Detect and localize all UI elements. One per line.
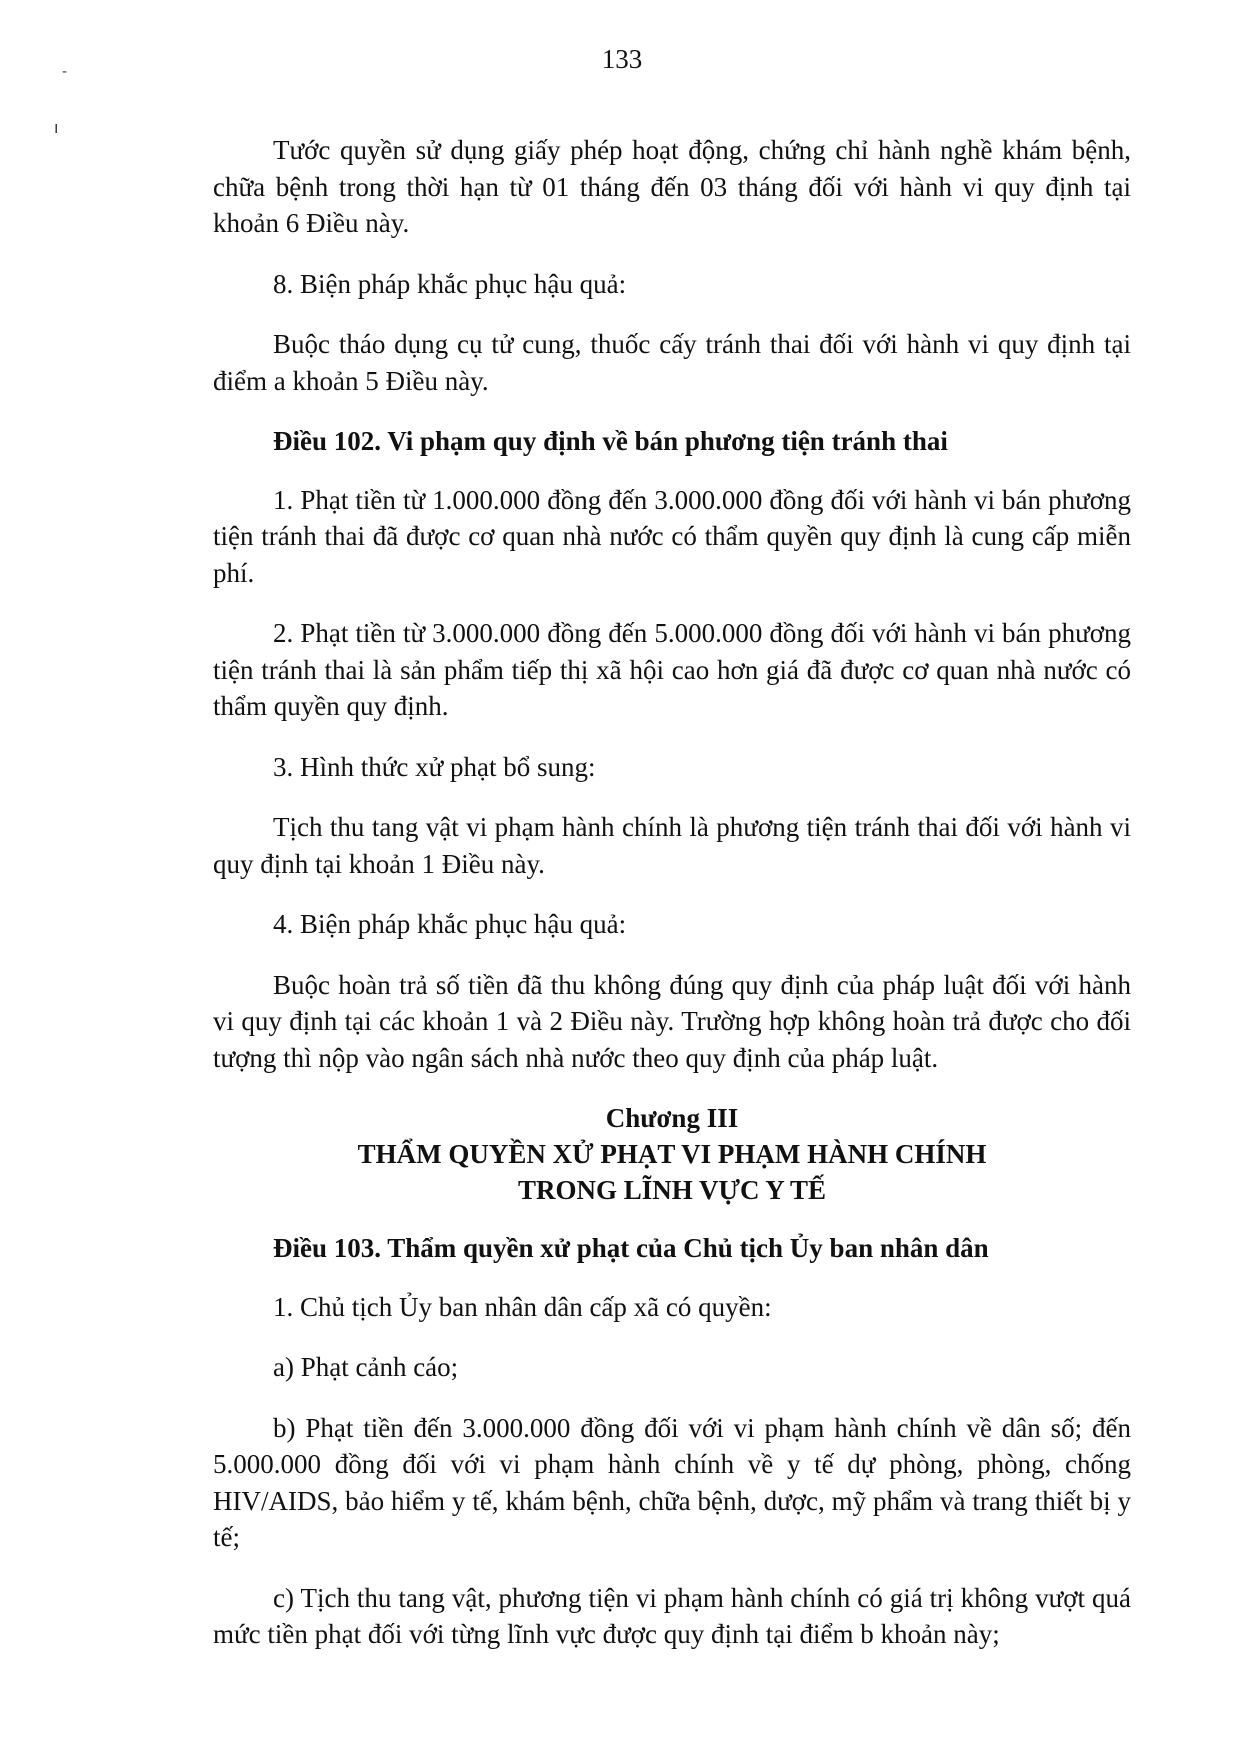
paragraph: b) Phạt tiền đến 3.000.000 đồng đối với vi phạm hành chính về dân số; đến 5.000.000 đồng đối với vi phạm hành chính về y tế dự phòng, phòng, chống HIV/AIDS, bảo hiểm y tế, khám bệnh, chữa bệnh, dược, mỹ phẩm và trang thiết bị y tế; — [213, 1412, 1131, 1552]
page-number: 133 — [601, 44, 643, 74]
chapter-title: THẨM QUYỀN XỬ PHẠT VI PHẠM HÀNH CHÍNH — [357, 1139, 987, 1169]
paragraph: 3. Hình thức xử phạt bổ sung: — [273, 751, 596, 782]
paragraph: Tịch thu tang vật vi phạm hành chính là phương tiện tránh thai đối với hành vi quy định tại khoản 1 Điều này. — [213, 812, 1131, 879]
chapter-subtitle: TRONG LĨNH VỰC Y TẾ — [517, 1175, 827, 1205]
paragraph: 2. Phạt tiền từ 3.000.000 đồng đến 5.000.000 đồng đối với hành vi bán phương tiện tránh thai là sản phẩm tiếp thị xã hội cao hơn giá đã được cơ quan nhà nước có thẩm quyền quy định. — [213, 618, 1131, 721]
paragraph: 1. Chủ tịch Ủy ban nhân dân cấp xã có quyền: — [273, 1291, 772, 1322]
paragraph: a) Phạt cảnh cáo; — [273, 1352, 459, 1382]
scan-mark: - — [62, 64, 68, 80]
paragraph: 8. Biện pháp khắc phục hậu quả: — [273, 268, 627, 299]
chapter-number: Chương III — [605, 1103, 739, 1133]
paragraph: 4. Biện pháp khắc phục hậu quả: — [273, 909, 627, 939]
paragraph: c) Tịch thu tang vật, phương tiện vi phạm hành chính có giá trị không vượt quá mức tiền phạt đối với từng lĩnh vực được quy định tại điểm b khoản này; — [213, 1582, 1131, 1649]
paragraph: Buộc tháo dụng cụ tử cung, thuốc cấy tránh thai đối với hành vi quy định tại điểm a khoản 5 Điều này. — [213, 329, 1131, 396]
article-title: Điều 102. Vi phạm quy định về bán phương tiện tránh thai — [273, 426, 948, 456]
paragraph: 1. Phạt tiền từ 1.000.000 đồng đến 3.000.000 đồng đối với hành vi bán phương tiện tránh thai đã được cơ quan nhà nước có thẩm quyền quy định là cung cấp miễn phí. — [213, 484, 1131, 588]
paragraph: Tước quyền sử dụng giấy phép hoạt động, chứng chỉ hành nghề khám bệnh, chữa bệnh trong thời hạn từ 01 tháng đến 03 tháng đối với hành vi quy định tại khoản 6 Điều này. — [213, 135, 1131, 238]
scan-mark: ı — [54, 118, 59, 137]
article-title: Điều 103. Thẩm quyền xử phạt của Chủ tịch Ủy ban nhân dân — [273, 1233, 989, 1263]
chapter-heading — [213, 1100, 1131, 1208]
paragraph: Buộc hoàn trả số tiền đã thu không đúng quy định của pháp luật đối với hành vi quy định tại các khoản 1 và 2 Điều này. Trường hợp không hoàn trả được cho đối tượng thì nộp vào ngân sách nhà nước theo quy định của pháp luật. — [213, 969, 1131, 1073]
document-body — [213, 132, 1131, 1677]
